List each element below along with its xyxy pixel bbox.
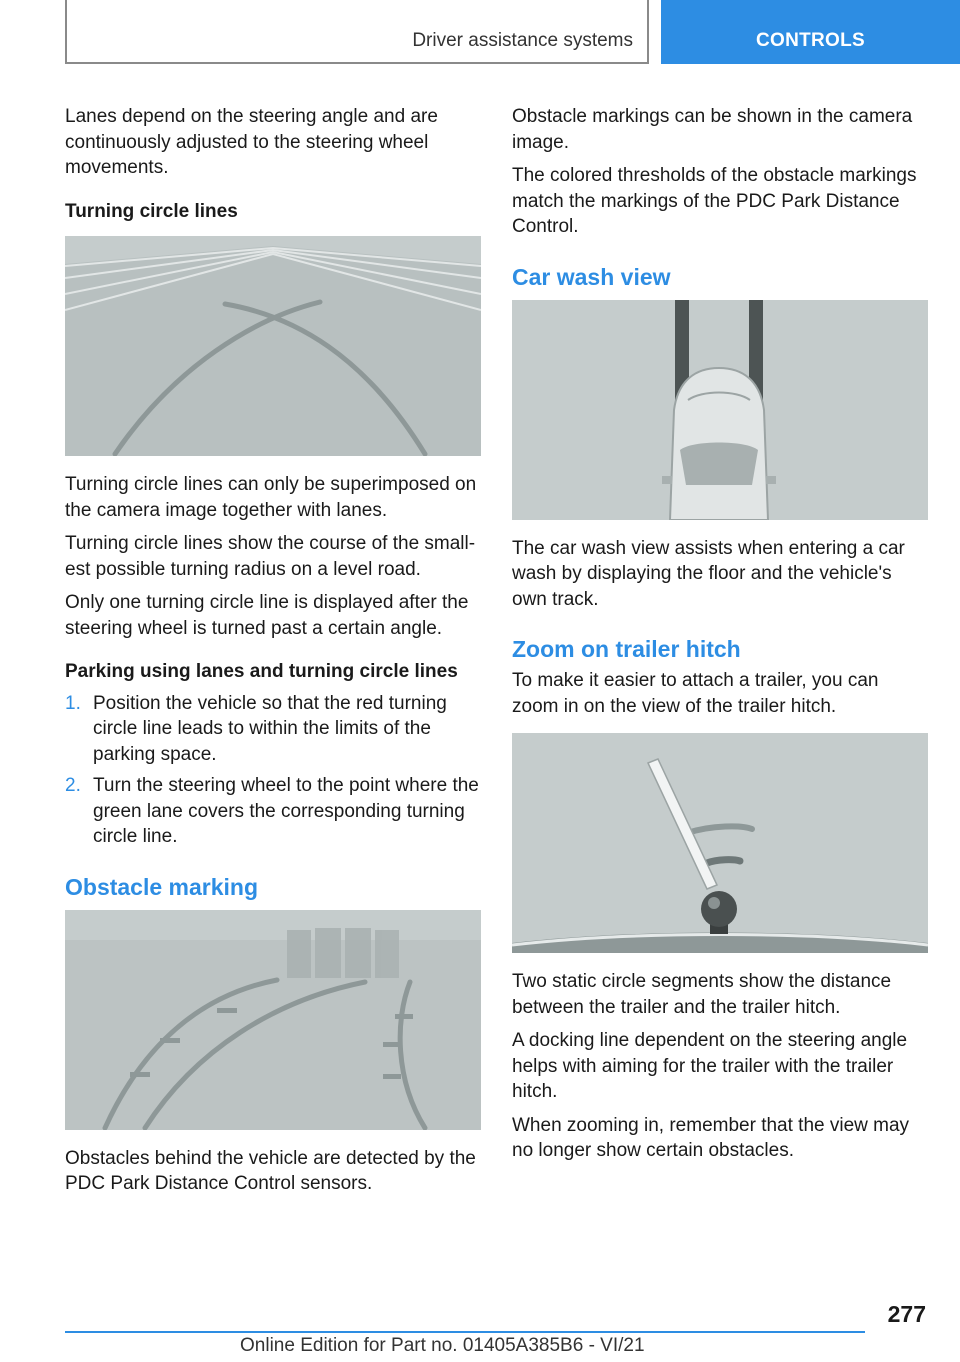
- zoom-paragraph-2: Two static circle segments show the distance between the trailer and the trailer hitch.: [512, 971, 892, 1018]
- zoom-paragraph-1: To make it easier to attach a trailer, you can zoom in on the view of the trailer hitch.: [512, 670, 879, 717]
- car-wash-heading: Car wash view: [512, 263, 671, 290]
- zoom-trailer-hitch-heading: Zoom on trailer hitch: [512, 636, 741, 662]
- page-number: 277: [887, 1301, 926, 1327]
- car-wash-figure: [512, 300, 928, 520]
- turning-paragraph-2: Turning circle lines show the course of the smallest possible turning radius on a level road.: [65, 533, 476, 580]
- obstacle-paragraph-1: Obstacles behind the vehicle are detected by the PDC Park Distance Control sensors.: [65, 1147, 476, 1194]
- zoom-paragraph-4: When zooming in, remember that the view may no longer show certain obstacles.: [512, 1114, 910, 1161]
- chapter-tab: [661, 0, 960, 64]
- obstacle-paragraph-2: Obstacle markings can be shown in the camera image.: [512, 106, 913, 153]
- parking-heading: Parking using lanes and turning circle lines: [65, 661, 458, 682]
- step-number: 2.: [65, 775, 81, 796]
- step-number: 1.: [65, 692, 81, 714]
- footer-divider: [65, 1331, 865, 1333]
- turning-paragraph-3: Only one turning circle line is displayed after the steering wheel is turned past a certain angle.: [65, 592, 469, 639]
- turning-circle-heading: Turning circle lines: [65, 200, 238, 222]
- parking-steps-list: [65, 691, 481, 850]
- car-wash-paragraph: The car wash view assists when entering a car wash by displaying the floor and the vehicle's own track.: [512, 537, 905, 610]
- step-text: Turn the steering wheel to the point where the green lane covers the corresponding turning circle line.: [93, 775, 479, 847]
- edition-note: Online Edition for Part no. 01405A385B6 - VI/21: [240, 1335, 645, 1356]
- obstacle-marking-heading: Obstacle marking: [65, 873, 259, 900]
- list-item: [65, 773, 481, 850]
- right-column: [512, 104, 928, 1172]
- zoom-paragraph-3: A docking line dependent on the steering angle helps with aiming for the trailer with the trailer hitch.: [512, 1030, 908, 1102]
- obstacle-marking-figure: [65, 910, 481, 1130]
- running-header-section: [65, 0, 649, 64]
- section-title: Driver assistance systems: [412, 30, 633, 51]
- left-column: [65, 104, 481, 1205]
- chapter-title: CONTROLS: [755, 30, 865, 51]
- intro-paragraph: Lanes depend on the steering angle and are continuously adjusted to the steering wheel movements.: [65, 106, 438, 178]
- step-text: Position the vehicle so that the red turning circle line leads to within the limits of the parking space.: [93, 692, 447, 765]
- obstacle-paragraph-3: The colored thresholds of the obstacle markings match the markings of the PDC Park Distance Control.: [512, 165, 917, 237]
- trailer-hitch-figure: [512, 733, 928, 953]
- list-item: [65, 691, 481, 768]
- turning-circle-lines-figure: [65, 236, 481, 456]
- turning-paragraph-1: Turning circle lines can only be superimposed on the camera image together with lanes.: [65, 474, 477, 521]
